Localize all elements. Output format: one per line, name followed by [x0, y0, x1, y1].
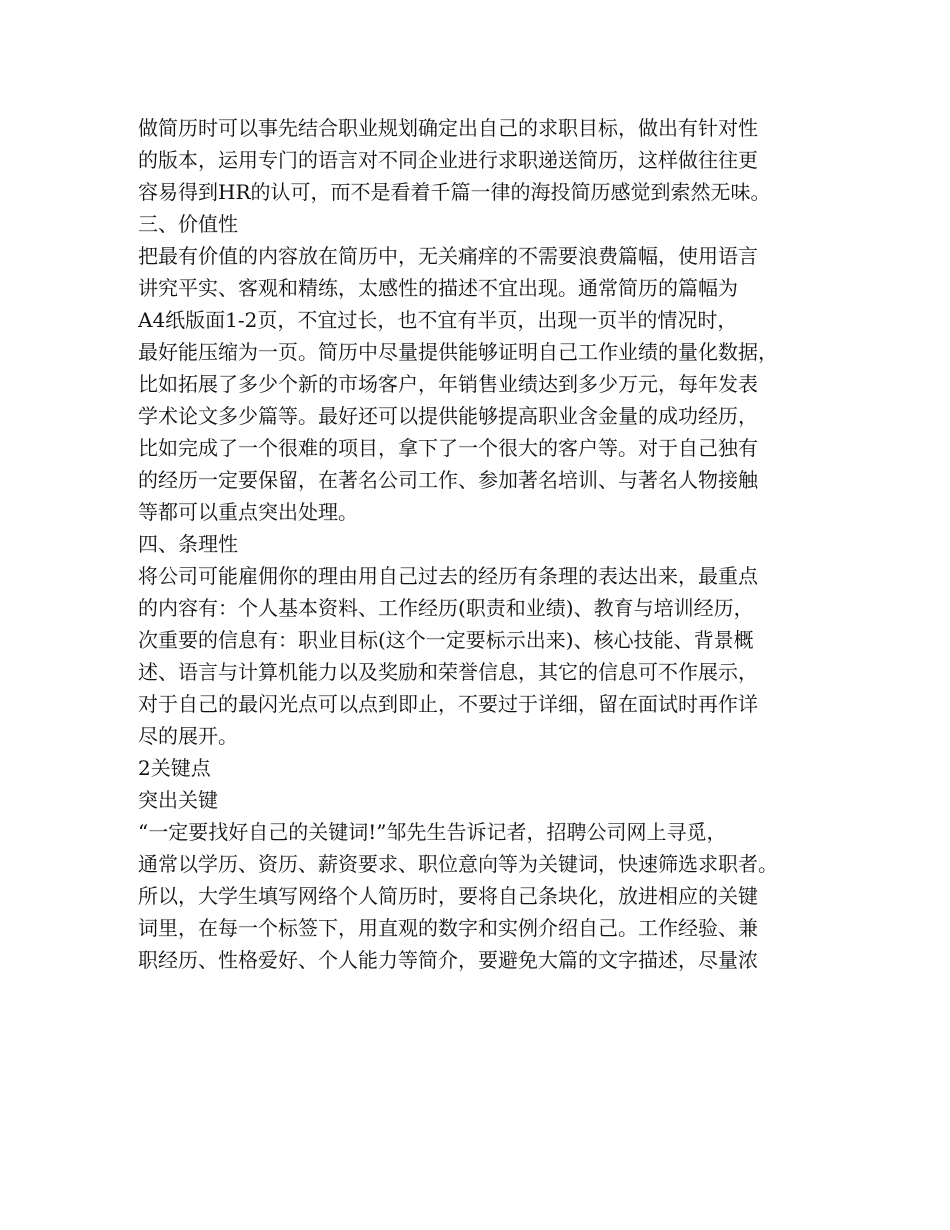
paragraph-line: 职经历、性格爱好、个人能力等简介，要避免大篇的文字描述，尽量浓	[138, 948, 758, 972]
paragraph-line: 的版本，运用专门的语言对不同企业进行求职递送简历，这样做往往更	[138, 148, 758, 172]
paragraph-line: 述、语言与计算机能力以及奖励和荣誉信息，其它的信息可不作展示，	[138, 660, 758, 684]
paragraph-line: 做简历时可以事先结合职业规划确定出自己的求职目标，做出有针对性	[138, 116, 758, 140]
subsection-heading: 突出关键	[138, 788, 218, 812]
paragraph-line: 容易得到HR的认可，而不是看着千篇一律的海投简历感觉到索然无味。	[138, 180, 771, 204]
paragraph-line: 等都可以重点突出处理。	[138, 500, 358, 524]
paragraph-line: 的内容有：个人基本资料、工作经历(职责和业绩)、教育与培训经历，	[138, 596, 754, 620]
paragraph-line: 所以，大学生填写网络个人简历时，要将自己条块化，放进相应的关键	[138, 884, 758, 908]
paragraph-line: 将公司可能雇佣你的理由用自己过去的经历有条理的表达出来，最重点	[138, 564, 758, 588]
paragraph-line: 尽的展开。	[138, 724, 238, 748]
paragraph-line: 次重要的信息有：职业目标(这个一定要标示出来)、核心技能、背景概	[138, 628, 754, 652]
paragraph-line: 词里，在每一个标签下，用直观的数字和实例介绍自己。工作经验、兼	[138, 916, 758, 940]
paragraph-line: 比如拓展了多少个新的市场客户，年销售业绩达到多少万元，每年发表	[138, 372, 758, 396]
section-heading: 四、条理性	[138, 532, 238, 556]
paragraph-line: 讲究平实、客观和精练，太感性的描述不宜出现。通常简历的篇幅为	[138, 276, 738, 300]
paragraph-line: A4纸版面1-2页，不宜过长，也不宜有半页，出现一页半的情况时，	[138, 308, 738, 332]
paragraph-line: 最好能压缩为一页。简历中尽量提供能够证明自己工作业绩的量化数据，	[138, 340, 778, 364]
paragraph-line: 学术论文多少篇等。最好还可以提供能够提高职业含金量的成功经历，	[138, 404, 758, 428]
document-body	[138, 112, 838, 976]
section-heading: 2关键点	[138, 756, 211, 780]
paragraph-line: 对于自己的最闪光点可以点到即止，不要过于详细，留在面试时再作详	[138, 692, 758, 716]
paragraph-line: “一定要找好自己的关键词!”邹先生告诉记者，招聘公司网上寻觅，	[138, 820, 727, 844]
paragraph-line: 把最有价值的内容放在简历中，无关痛痒的不需要浪费篇幅，使用语言	[138, 244, 758, 268]
paragraph-line: 通常以学历、资历、薪资要求、职位意向等为关键词，快速筛选求职者。	[138, 852, 778, 876]
paragraph-line: 比如完成了一个很难的项目，拿下了一个很大的客户等。对于自己独有	[138, 436, 758, 460]
section-heading: 三、价值性	[138, 212, 238, 236]
paragraph-line: 的经历一定要保留，在著名公司工作、参加著名培训、与著名人物接触	[138, 468, 758, 492]
